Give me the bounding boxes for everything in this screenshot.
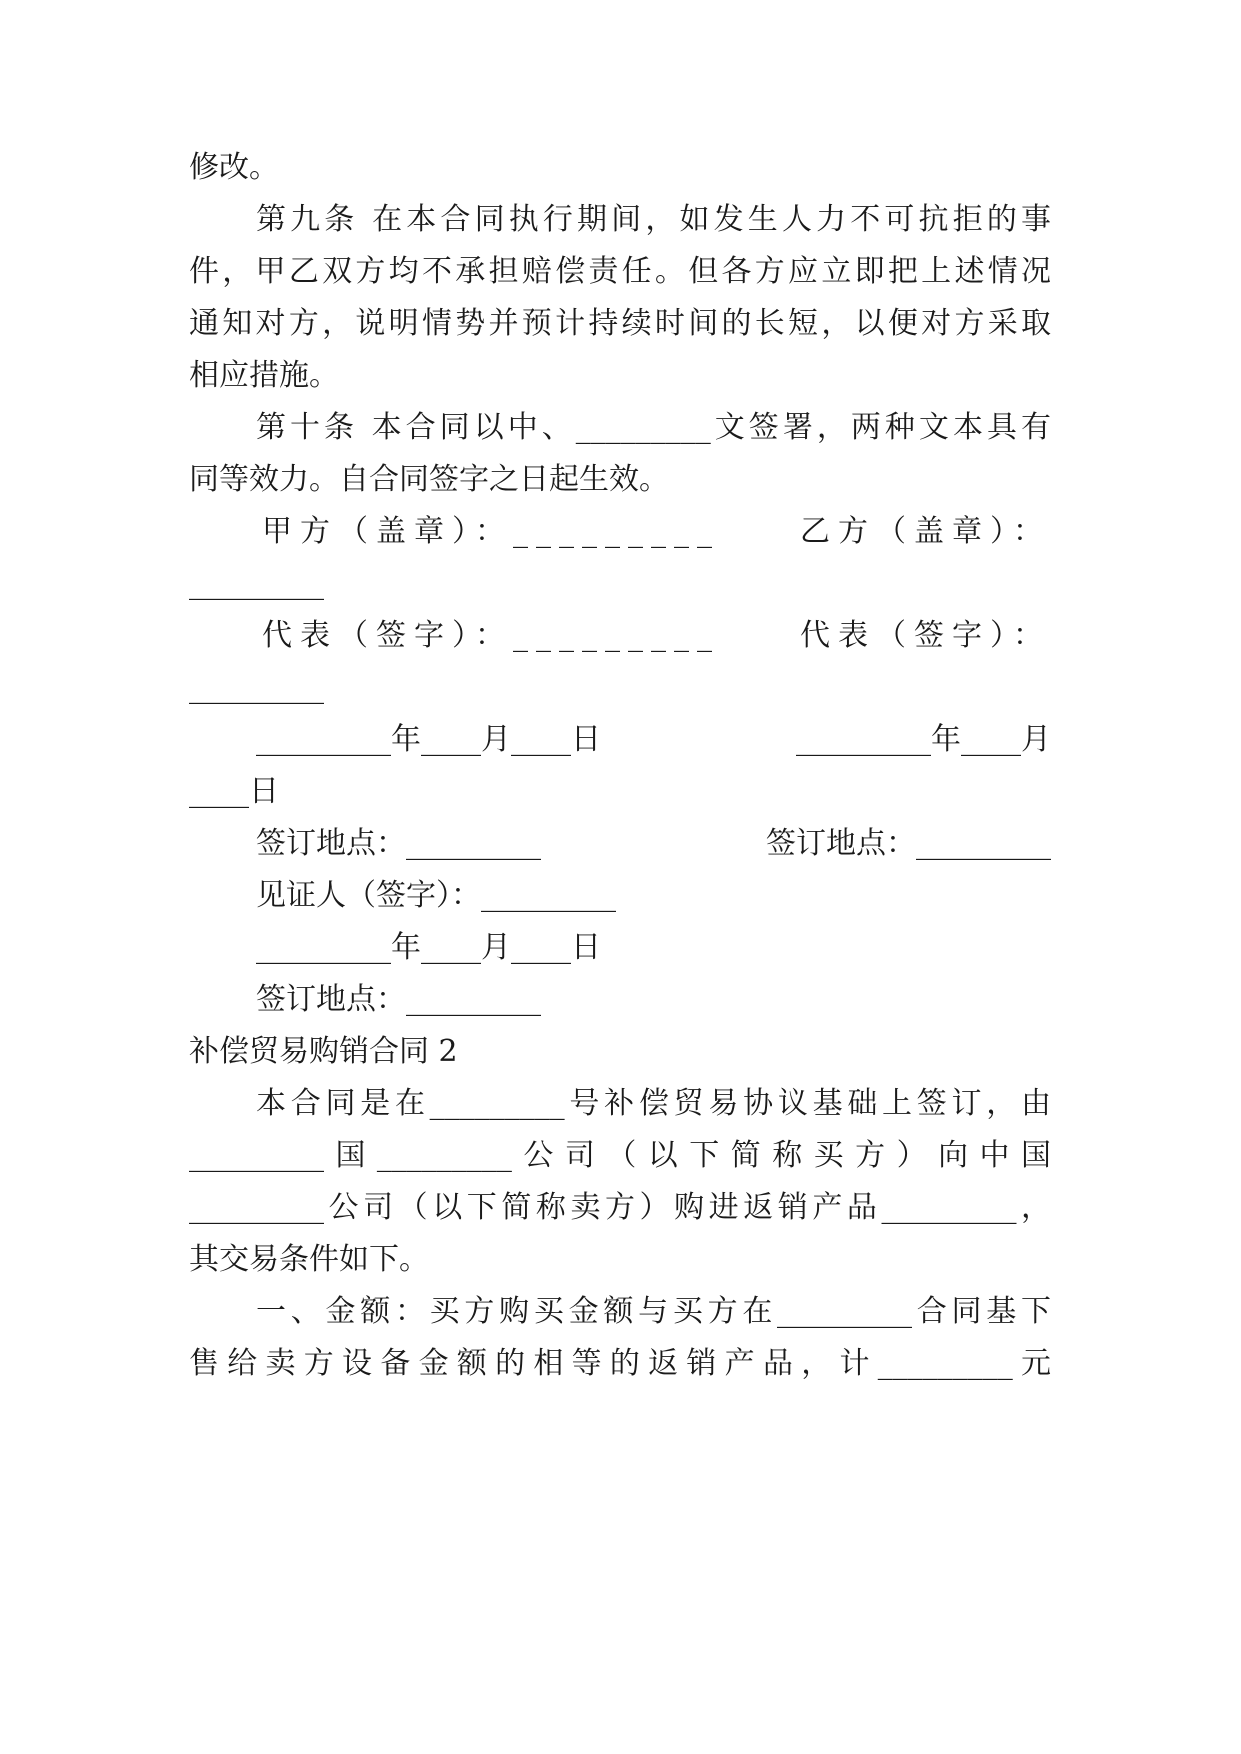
text-line: 相应措施。 (189, 358, 339, 393)
witness-place: 签订地点：_________ (256, 982, 541, 1017)
party-b-place: 签订地点：_________ (766, 826, 1051, 861)
witness-signature: 见证人（签字）：_________ (256, 878, 616, 913)
witness-date: _________年____月____日 (256, 930, 601, 965)
party-b-seal-blank: _________ (189, 566, 324, 601)
contract-2-title: 补偿贸易购销合同 2 (189, 1034, 458, 1069)
party-b-rep-blank: _________ (189, 670, 324, 705)
text-line: 件，甲乙双方均不承担赔偿责任。但各方应立即把上述情况 (189, 254, 1051, 289)
party-b-representative: 代表（签字）： (800, 618, 1051, 653)
text-line: 其交易条件如下。 (189, 1242, 429, 1277)
clause-1-amount: 一、金额：买方购买金额与买方在_________合同基下 (256, 1294, 1051, 1329)
text-line: 同等效力。自合同签字之日起生效。 (189, 462, 669, 497)
party-a-representative: 代表（签字）：_________ (262, 618, 720, 653)
text-line: 本合同是在_________号补偿贸易协议基础上签订，由 (256, 1086, 1051, 1121)
text-line: _________公司（以下简称卖方）购进返销产品_________， (189, 1190, 1051, 1225)
text-line: 修改。 (189, 150, 279, 185)
article-10: 第十条 本合同以中、_________文签署，两种文本具有 (256, 410, 1051, 445)
party-a-seal: 甲方（盖章）：_________ (262, 514, 720, 549)
party-a-date: _________年____月____日 (256, 722, 601, 757)
party-b-date: _________年____月 (796, 722, 1051, 757)
party-b-seal: 乙方（盖章）： (800, 514, 1051, 549)
text-line: 售给卖方设备金额的相等的返销产品，计_________元 (189, 1346, 1051, 1381)
article-9: 第九条 在本合同执行期间，如发生人力不可抗拒的事 (256, 202, 1051, 237)
party-a-place: 签订地点：_________ (256, 826, 541, 861)
text-line: 通知对方，说明情势并预计持续时间的长短，以便对方采取 (189, 306, 1051, 341)
text-line: _________国_________公司（以下简称买方）向中国 (189, 1138, 1051, 1173)
party-b-date-day: ____日 (189, 774, 279, 809)
